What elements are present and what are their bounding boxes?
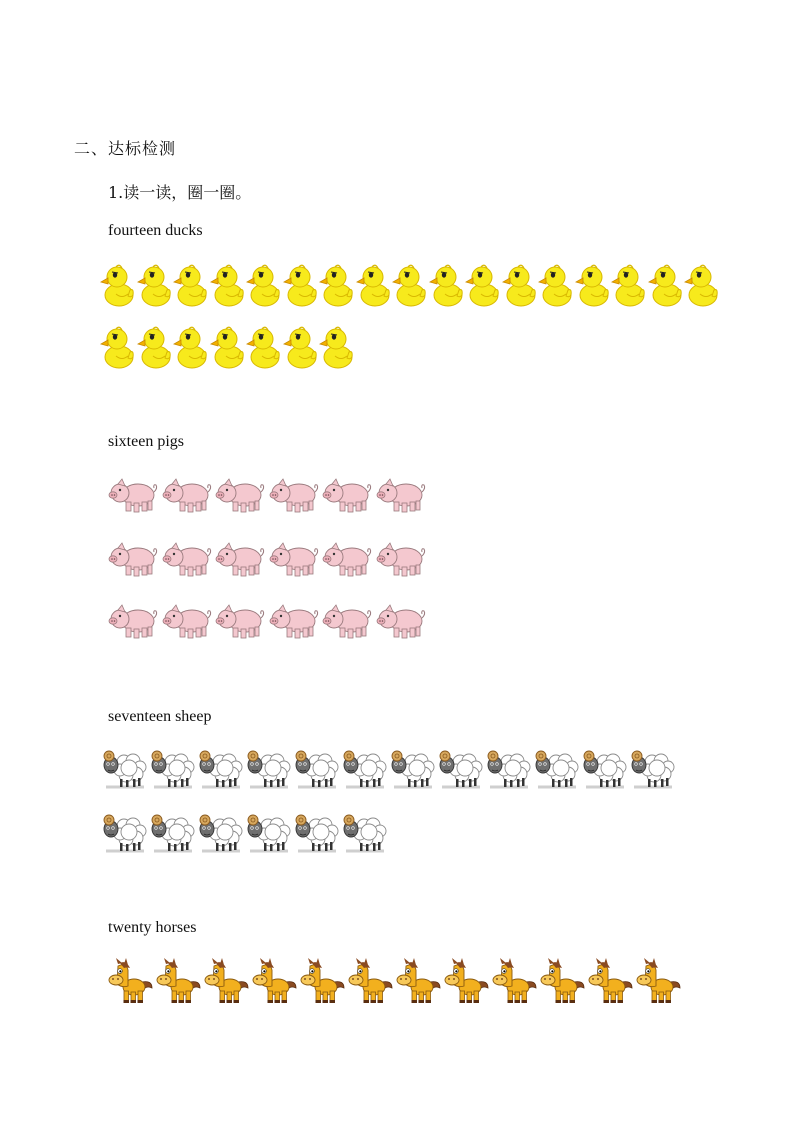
pig-icon[interactable] <box>215 602 269 640</box>
sheep-icon[interactable] <box>580 746 628 790</box>
sheep-icon[interactable] <box>628 746 676 790</box>
sheep-icon[interactable] <box>484 746 532 790</box>
duck-icon[interactable] <box>173 324 210 370</box>
horse-icon[interactable] <box>204 958 252 1004</box>
pig-icon[interactable] <box>108 602 162 640</box>
sheep-icon[interactable] <box>148 810 196 854</box>
duck-row-1 <box>100 262 721 308</box>
sheep-icon[interactable] <box>340 810 388 854</box>
horse-icon[interactable] <box>636 958 684 1004</box>
duck-icon[interactable] <box>648 262 685 308</box>
pig-icon[interactable] <box>376 602 430 640</box>
pig-icon[interactable] <box>162 476 216 514</box>
horse-icon[interactable] <box>492 958 540 1004</box>
duck-icon[interactable] <box>246 262 283 308</box>
duck-icon[interactable] <box>210 324 247 370</box>
sheep-icon[interactable] <box>100 810 148 854</box>
duck-icon[interactable] <box>100 324 137 370</box>
duck-icon[interactable] <box>283 262 320 308</box>
sheep-icon[interactable] <box>532 746 580 790</box>
horse-icon[interactable] <box>588 958 636 1004</box>
pig-icon[interactable] <box>322 476 376 514</box>
pig-icon[interactable] <box>108 476 162 514</box>
duck-icon[interactable] <box>538 262 575 308</box>
horse-row-1 <box>108 958 684 1004</box>
pig-group-label: sixteen pigs <box>108 433 184 450</box>
pig-icon[interactable] <box>215 476 269 514</box>
sheep-icon[interactable] <box>196 746 244 790</box>
duck-icon[interactable] <box>392 262 429 308</box>
duck-icon[interactable] <box>575 262 612 308</box>
sheep-icon[interactable] <box>196 810 244 854</box>
horse-icon[interactable] <box>396 958 444 1004</box>
duck-icon[interactable] <box>356 262 393 308</box>
sheep-group-label: seventeen sheep <box>108 708 212 725</box>
pig-icon[interactable] <box>108 540 162 578</box>
horse-icon[interactable] <box>540 958 588 1004</box>
question-prompt: 1.读一读，圈一圈。 <box>108 183 252 202</box>
sheep-row-1 <box>100 746 676 790</box>
duck-icon[interactable] <box>137 324 174 370</box>
sheep-row-2 <box>100 810 388 854</box>
duck-icon[interactable] <box>100 262 137 308</box>
duck-icon[interactable] <box>283 324 320 370</box>
horse-icon[interactable] <box>108 958 156 1004</box>
horse-icon[interactable] <box>444 958 492 1004</box>
pig-row-2 <box>108 540 429 578</box>
pig-icon[interactable] <box>215 540 269 578</box>
duck-icon[interactable] <box>137 262 174 308</box>
horse-icon[interactable] <box>348 958 396 1004</box>
duck-icon[interactable] <box>246 324 283 370</box>
sheep-icon[interactable] <box>292 746 340 790</box>
duck-icon[interactable] <box>173 262 210 308</box>
horse-group-label: twenty horses <box>108 919 197 936</box>
pig-icon[interactable] <box>162 602 216 640</box>
sheep-icon[interactable] <box>340 746 388 790</box>
duck-row-2 <box>100 324 356 370</box>
pig-row-3 <box>108 602 429 640</box>
sheep-icon[interactable] <box>100 746 148 790</box>
sheep-icon[interactable] <box>436 746 484 790</box>
duck-icon[interactable] <box>210 262 247 308</box>
sheep-icon[interactable] <box>292 810 340 854</box>
horse-icon[interactable] <box>156 958 204 1004</box>
horse-icon[interactable] <box>300 958 348 1004</box>
pig-icon[interactable] <box>269 602 323 640</box>
duck-icon[interactable] <box>319 324 356 370</box>
duck-icon[interactable] <box>502 262 539 308</box>
sheep-icon[interactable] <box>244 810 292 854</box>
horse-icon[interactable] <box>252 958 300 1004</box>
pig-icon[interactable] <box>376 476 430 514</box>
duck-icon[interactable] <box>684 262 721 308</box>
section-title: 二、达标检测 <box>74 139 177 158</box>
pig-icon[interactable] <box>322 540 376 578</box>
pig-icon[interactable] <box>376 540 430 578</box>
pig-icon[interactable] <box>269 476 323 514</box>
duck-icon[interactable] <box>319 262 356 308</box>
pig-row-1 <box>108 476 429 514</box>
duck-icon[interactable] <box>611 262 648 308</box>
sheep-icon[interactable] <box>148 746 196 790</box>
pig-icon[interactable] <box>269 540 323 578</box>
sheep-icon[interactable] <box>388 746 436 790</box>
pig-icon[interactable] <box>322 602 376 640</box>
duck-icon[interactable] <box>429 262 466 308</box>
sheep-icon[interactable] <box>244 746 292 790</box>
duck-icon[interactable] <box>465 262 502 308</box>
pig-icon[interactable] <box>162 540 216 578</box>
duck-group-label: fourteen ducks <box>108 222 203 239</box>
